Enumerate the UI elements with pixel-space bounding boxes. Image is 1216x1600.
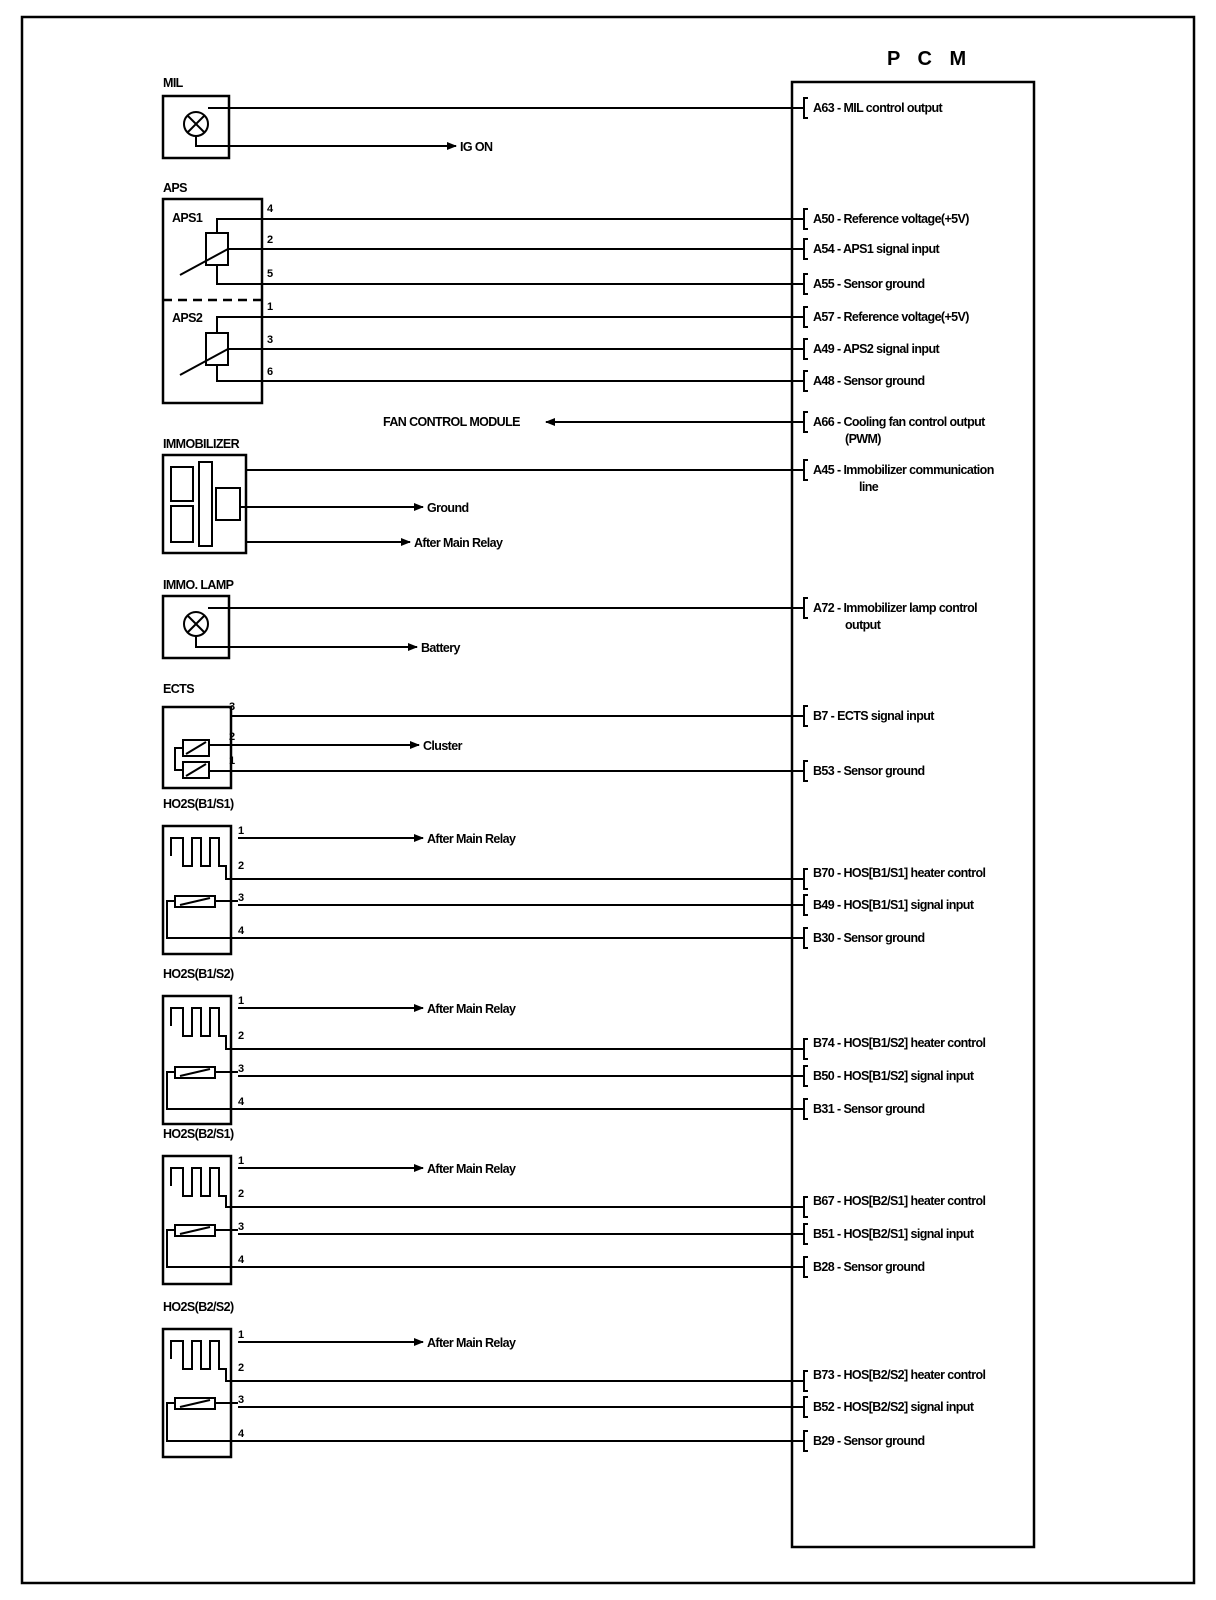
ho2s-b2s1-group	[163, 1127, 804, 1284]
ho2s-pin: 2	[238, 1030, 245, 1042]
aps2-label: APS2	[172, 311, 203, 325]
ho2s-pin: 1	[238, 995, 245, 1007]
fan-control-module-label: FAN CONTROL MODULE	[383, 415, 520, 429]
terminal-b67: B67 - HOS[B2/S1] heater control	[813, 1194, 986, 1208]
terminal-a48: A48 - Sensor ground	[813, 374, 925, 388]
terminal-b28: B28 - Sensor ground	[813, 1260, 925, 1274]
pcm-terminal-tick	[804, 239, 808, 259]
ho2s-b2s1-box	[163, 1156, 231, 1284]
pcm-terminal-tick	[804, 1224, 808, 1244]
aps-pin: 2	[267, 234, 274, 246]
ho2s-b1s2-group	[163, 967, 804, 1124]
terminal-a45-line2: line	[859, 480, 879, 494]
after-main-relay-label: After Main Relay	[427, 1002, 516, 1016]
ho2s-pin: 4	[238, 1096, 245, 1108]
aps-pin: 4	[267, 203, 274, 215]
terminal-b52: B52 - HOS[B2/S2] signal input	[813, 1400, 974, 1414]
ho2s-b1s2-box	[163, 996, 231, 1124]
mil-label: MIL	[163, 76, 183, 90]
terminal-b30: B30 - Sensor ground	[813, 931, 925, 945]
ground-label: Ground	[427, 501, 469, 515]
terminal-b29: B29 - Sensor ground	[813, 1434, 925, 1448]
terminal-a45: A45 - Immobilizer communication	[813, 463, 994, 477]
terminal-b70: B70 - HOS[B1/S1] heater control	[813, 866, 986, 880]
ho2s-b2s2-group	[163, 1300, 804, 1457]
ho2s-pin: 4	[238, 925, 245, 937]
ho2s-pin: 4	[238, 1428, 245, 1440]
ects-pin: 2	[229, 731, 236, 743]
terminal-a66: A66 - Cooling fan control output	[813, 415, 985, 429]
after-main-relay-label: After Main Relay	[414, 536, 503, 550]
aps-label: APS	[163, 181, 187, 195]
ects-label: ECTS	[163, 682, 194, 696]
pcm-terminal-tick	[804, 339, 808, 359]
ho2s-b1s1-box	[163, 826, 231, 954]
terminal-a72-line2: output	[845, 618, 881, 632]
aps-pin: 6	[267, 366, 274, 378]
terminal-b49: B49 - HOS[B1/S1] signal input	[813, 898, 974, 912]
ho2s-pin: 1	[238, 825, 245, 837]
ho2s-b2s2-label: HO2S(B2/S2)	[163, 1300, 234, 1314]
ho2s-pin: 1	[238, 1329, 245, 1341]
after-main-relay-label: After Main Relay	[427, 832, 516, 846]
after-main-relay-label: After Main Relay	[427, 1162, 516, 1176]
immobilizer-label: IMMOBILIZER	[163, 437, 240, 451]
ho2s-pin: 3	[238, 892, 245, 904]
ho2s-pin: 2	[238, 860, 245, 872]
ho2s-pin: 2	[238, 1362, 245, 1374]
ho2s-pin: 3	[238, 1394, 245, 1406]
terminal-a55: A55 - Sensor ground	[813, 277, 925, 291]
ho2s-b1s1-group	[163, 797, 804, 954]
aps-pin: 1	[267, 301, 274, 313]
pcm-terminal-tick	[804, 371, 808, 391]
ho2s-pin: 3	[238, 1221, 245, 1233]
after-main-relay-label: After Main Relay	[427, 1336, 516, 1350]
immobilizer-box	[163, 455, 246, 553]
ho2s-pin: 2	[238, 1188, 245, 1200]
terminal-b51: B51 - HOS[B2/S1] signal input	[813, 1227, 974, 1241]
pcm-terminal-tick	[804, 1371, 808, 1391]
terminal-b73: B73 - HOS[B2/S2] heater control	[813, 1368, 986, 1382]
ho2s-b1s2-label: HO2S(B1/S2)	[163, 967, 234, 981]
terminal-b74: B74 - HOS[B1/S2] heater control	[813, 1036, 986, 1050]
pcm-terminal-tick	[804, 1066, 808, 1086]
ho2s-b1s1-label: HO2S(B1/S1)	[163, 797, 234, 811]
terminal-a66-line2: (PWM)	[845, 432, 881, 446]
pcm-terminal-tick	[804, 761, 808, 781]
terminal-a57: A57 - Reference voltage(+5V)	[813, 310, 969, 324]
pcm-terminal-tick	[804, 928, 808, 948]
ho2s-b2s2-box	[163, 1329, 231, 1457]
terminal-a63: A63 - MIL control output	[813, 101, 943, 115]
terminal-b53: B53 - Sensor ground	[813, 764, 925, 778]
wire-mil-ig-on	[196, 136, 456, 146]
terminal-a50: A50 - Reference voltage(+5V)	[813, 212, 969, 226]
pcm-terminal-tick	[804, 706, 808, 726]
ho2s-pin: 4	[238, 1254, 245, 1266]
pcm-box	[792, 82, 1034, 1547]
pcm-terminal-tick	[804, 1397, 808, 1417]
pcm-terminal-tick	[804, 1257, 808, 1277]
aps1-label: APS1	[172, 211, 203, 225]
terminal-b7: B7 - ECTS signal input	[813, 709, 934, 723]
ho2s-b2s1-label: HO2S(B2/S1)	[163, 1127, 234, 1141]
mil-box	[163, 96, 229, 158]
aps-pin: 5	[267, 268, 274, 280]
pcm-terminal-tick	[804, 460, 808, 480]
pcm-terminal-tick	[804, 98, 808, 118]
terminal-b50: B50 - HOS[B1/S2] signal input	[813, 1069, 974, 1083]
pcm-terminal-tick	[804, 412, 808, 432]
pcm-terminal-tick	[804, 1039, 808, 1059]
ects-pin: 1	[229, 755, 236, 767]
ects-pin: 3	[229, 701, 236, 713]
ho2s-pin: 3	[238, 1063, 245, 1075]
aps-pin: 3	[267, 334, 274, 346]
pcm-terminal-tick	[804, 895, 808, 915]
terminal-a54: A54 - APS1 signal input	[813, 242, 940, 256]
terminal-b31: B31 - Sensor ground	[813, 1102, 925, 1116]
pcm-title: P C M	[887, 48, 973, 70]
pcm-terminal-tick	[804, 598, 808, 618]
pcm-terminal-tick	[804, 1431, 808, 1451]
ig-on-label: IG ON	[460, 140, 493, 154]
battery-label: Battery	[421, 641, 460, 655]
pcm-terminal-tick	[804, 209, 808, 229]
pcm-terminal-tick	[804, 869, 808, 889]
pcm-terminal-tick	[804, 307, 808, 327]
pcm-terminal-tick	[804, 1099, 808, 1119]
terminal-a72: A72 - Immobilizer lamp control	[813, 601, 977, 615]
immo-lamp-box	[163, 596, 229, 658]
cluster-label: Cluster	[423, 739, 462, 753]
pcm-terminal-ticks	[804, 98, 808, 1451]
ho2s-pin: 1	[238, 1155, 245, 1167]
terminal-a49: A49 - APS2 signal input	[813, 342, 940, 356]
pcm-terminal-tick	[804, 274, 808, 294]
pcm-terminal-tick	[804, 1197, 808, 1217]
immo-lamp-label: IMMO. LAMP	[163, 578, 234, 592]
